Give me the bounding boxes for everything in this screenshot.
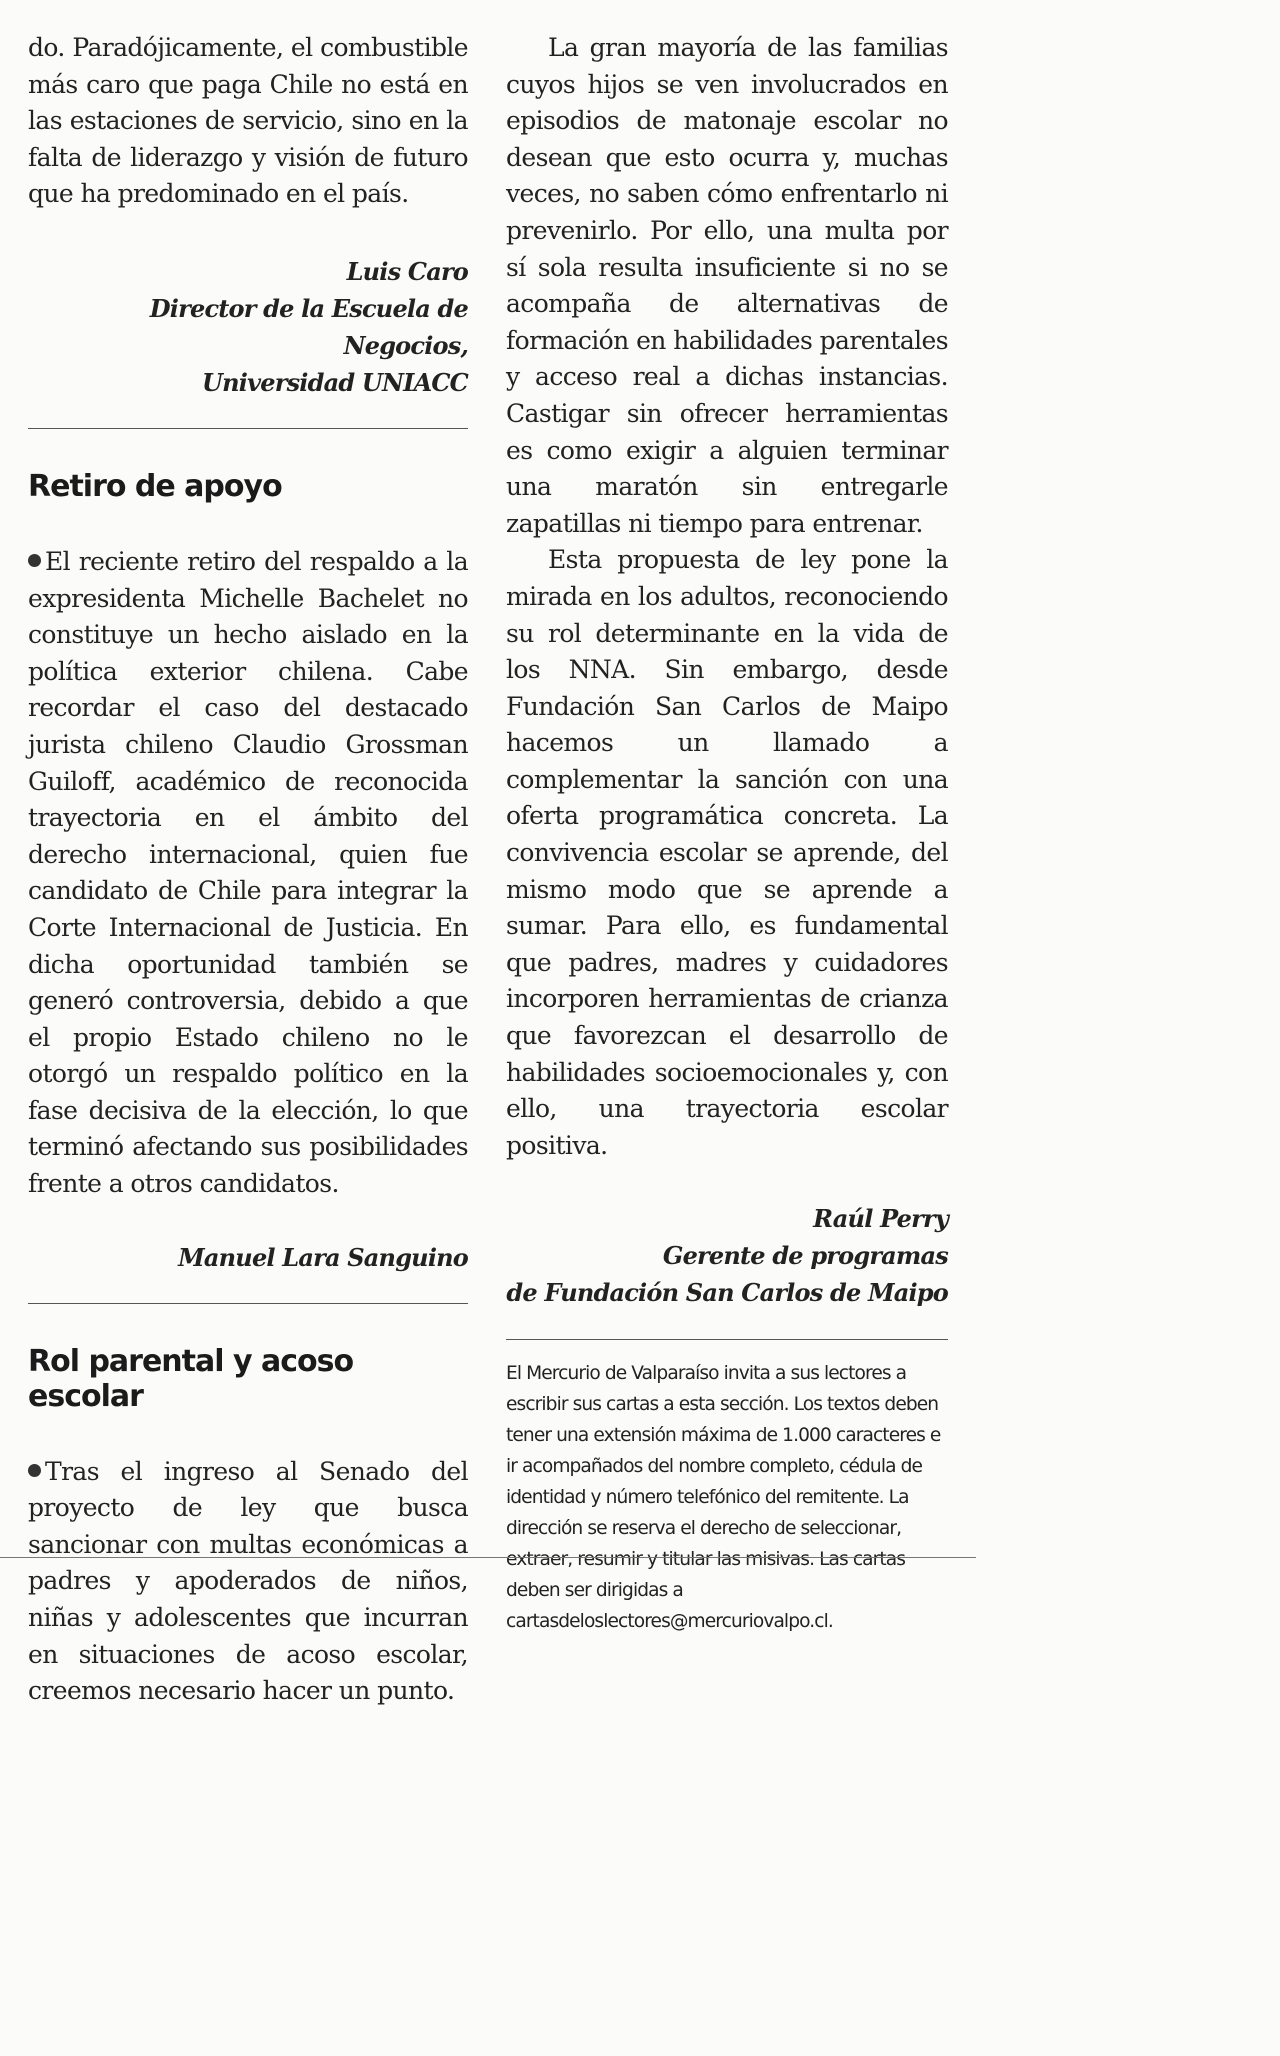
bullet-icon [28,1464,41,1477]
letter3-signature [506,1200,948,1311]
letter3-intro-text: Tras el ingreso al Senado del proyecto de ley que busca sancionar con multas económicas a padres y apoderados de niños, niñas y adolescentes que incurran en situaciones de acoso escolar, creemos necesario hacer un punto. [28,1456,468,1706]
letter2-title: Retiro de apoyo [28,468,282,504]
letter3-signature-name: Raúl Perry [813,1204,948,1234]
letter3-signature-org: de Fundación San Carlos de Maipo [506,1278,948,1308]
divider [506,1339,948,1340]
divider [28,1303,468,1304]
page-bottom-rule [0,1557,976,1558]
letter3-paragraph-3: Esta propuesta de ley pone la mirada en los adultos, reconociendo su rol determinante en la vida de los NNA. Sin embargo, desde Fundación San Carlos de Maipo hacemos un llamado a complementar la sanción con una oferta programática concreta. La convivencia escolar se aprende, del mismo modo que se aprende a sumar. Para ello, es fundamental que padres, madres y cuidadores incorporen herramientas de crianza que favorezcan el desarrollo de habilidades socioemocionales y, con ello, una trayectoria escolar positiva. [506,545,948,1160]
letter1-signature-role: Director de la Escuela de Negocios, [149,293,468,360]
right-column [506,30,948,1637]
letter3-title: Rol parental y acoso escolar [28,1343,354,1414]
letter3-intro [28,1454,468,1710]
letter3-paragraph-2: La gran mayoría de las familias cuyos hijos se ven involucrados en episodios de matonaje escolar no desean que esto ocurra y, muchas veces, no saben cómo enfrentarlo ni prevenirlo. Por ello, una multa por sí sola resulta insuficiente si no se acompaña de alternativas de formación en habilidades parentales y acceso real a dichas instancias. Castigar sin ofrecer herramientas es como exigir a alguien terminar una maratón sin entregarle zapatillas ni tiempo para entrenar. [506,33,948,538]
letter2-body-text: El reciente retiro del respaldo a la expresidenta Michelle Bachelet no constituye un hecho aislado en la política exterior chilena. Cabe recordar el caso del destacado jurista chileno Claudio Grossman Guiloff, académico de reconocida trayectoria en el ámbito del derecho internacional, quien fue candidato de Chile para integrar la Corte Internacional de Justicia. En dicha oportunidad también se generó controversia, debido a que el propio Estado chileno no le otorgó un respaldo político en la fase decisiva de la elección, lo que terminó afectando sus posibilidades frente a otros candidatos. [28,546,468,1199]
divider [28,428,468,429]
letter1-signature-name: Luis Caro [346,256,468,286]
letter1-ending: do. Paradójicamente, el combustible más caro que paga Chile no está en las estaciones de servicio, sino en la falta de liderazgo y visión de futuro que ha predominado en el país. [28,33,468,209]
letter1-signature [28,253,468,401]
letter3-signature-role: Gerente de programas [662,1241,948,1271]
letter1-signature-org: Universidad UNIACC [202,367,468,397]
bullet-icon [28,554,41,567]
submission-notice: El Mercurio de Valparaíso invita a sus lectores a escribir sus cartas a esta sección. Los textos deben tener una extensión máxima de 1.000 caracteres e ir acompañados del nombre completo, cédula de identidad y número telefónico del remitente. La dirección se reserva el derecho de seleccionar, extraer, resumir y titular las misivas. Las cartas deben ser dirigidas a cartasdeloslectores@mercuriovalpo.cl. [506,1363,941,1633]
left-column [28,30,468,1710]
letter2-signature: Manuel Lara Sanguino [178,1242,468,1272]
letter2-body [28,544,468,1203]
